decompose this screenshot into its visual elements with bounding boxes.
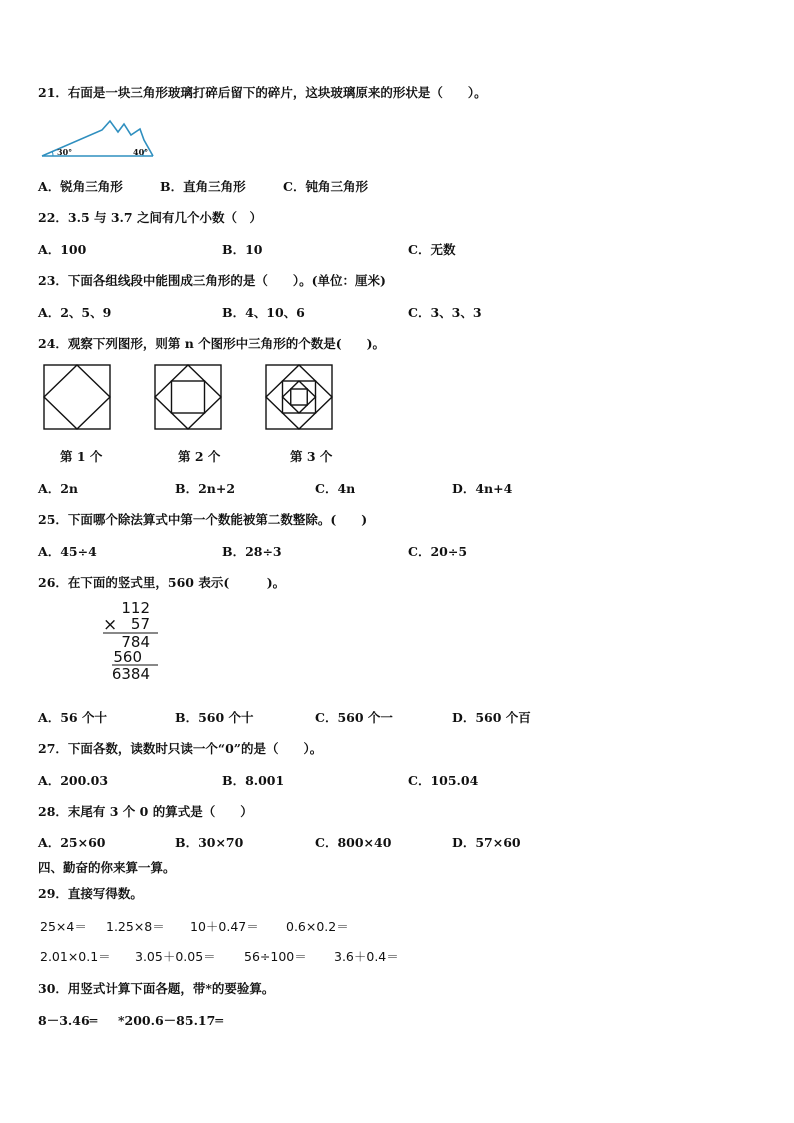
q27-option-b: B．8.001	[222, 773, 285, 788]
q21-text: 21．右面是一块三角形玻璃打碎后留下的碎片，这块玻璃原来的形状是（ ）。	[38, 85, 487, 100]
q29-calc-3: 10＋0.47＝	[190, 919, 259, 934]
q30-item-2: *200.6－85.17═	[118, 1013, 223, 1028]
q21-option-c: C．钝角三角形	[283, 179, 368, 194]
caption-figure-3: 第 3 个	[290, 449, 333, 464]
q25-option-b: B．28÷3	[222, 544, 282, 559]
q23-option-c: C．3、3、3	[408, 305, 482, 320]
pattern-figure-2	[154, 364, 222, 430]
q28-option-b: B．30×70	[175, 835, 244, 850]
q24-option-b: B．2n+2	[175, 481, 236, 496]
q27-option-a: A．200.03	[38, 773, 109, 788]
caption-figure-2: 第 2 个	[178, 449, 221, 464]
vm-partial1: 784	[121, 633, 150, 651]
q29-calc-7: 56÷100＝	[244, 949, 307, 964]
q22-option-a: A．100	[38, 242, 87, 257]
pattern-figure-1	[43, 364, 111, 430]
vm-partial2: 560	[113, 648, 142, 666]
q22-text: 22．3.5 与 3.7 之间有几个小数（ ）	[38, 210, 262, 225]
q29-calc-4: 0.6×0.2＝	[286, 919, 349, 934]
vm-sign: ×	[103, 615, 118, 635]
angle-right-label: 40°	[133, 147, 149, 157]
section-4-title: 四、勤奋的你来算一算。	[38, 860, 176, 875]
q28-option-c: C．800×40	[315, 835, 392, 850]
q26-option-d: D．560 个百	[452, 710, 531, 725]
q26-option-b: B．560 个十	[175, 710, 254, 725]
q24-option-d: D．4n+4	[452, 481, 513, 496]
q25-text: 25．下面哪个除法算式中第一个数能被第二数整除。( )	[38, 512, 368, 527]
q29-calc-2: 1.25×8＝	[106, 919, 165, 934]
glass-fragment-figure	[40, 118, 156, 160]
q30-item-1: 8－3.46═	[38, 1013, 98, 1028]
q28-option-d: D．57×60	[452, 835, 521, 850]
vm-row1: 112	[121, 599, 150, 617]
q23-option-b: B．4、10、6	[222, 305, 305, 320]
q26-text: 26．在下面的竖式里，560 表示( )。	[38, 575, 286, 590]
vertical-multiplication	[100, 598, 170, 684]
pattern-figure-3	[265, 364, 333, 430]
vm-result: 6384	[111, 665, 150, 683]
q27-option-c: C．105.04	[408, 773, 479, 788]
q26-option-c: C．560 个一	[315, 710, 393, 725]
q22-option-b: B．10	[222, 242, 263, 257]
caption-figure-1: 第 1 个	[60, 449, 103, 464]
q21-option-a: A．锐角三角形	[38, 179, 123, 194]
q21-option-b: B．直角三角形	[160, 179, 246, 194]
q29-calc-6: 3.05＋0.05＝	[135, 949, 216, 964]
q22-option-c: C．无数	[408, 242, 456, 257]
q27-text: 27．下面各数，读数时只读一个“0”的是（ ）。	[38, 741, 323, 756]
q29-calc-1: 25×4＝	[40, 919, 87, 934]
angle-left-label: 30°	[57, 147, 73, 157]
q29-calc-5: 2.01×0.1＝	[40, 949, 111, 964]
q26-option-a: A．56 个十	[38, 710, 107, 725]
q24-text: 24．观察下列图形，则第 n 个图形中三角形的个数是( )。	[38, 336, 386, 351]
vm-row2: 57	[130, 615, 150, 633]
q24-option-c: C．4n	[315, 481, 356, 496]
q29-calc-8: 3.6＋0.4＝	[334, 949, 399, 964]
q29-text: 29．直接写得数。	[38, 886, 143, 901]
q28-text: 28．末尾有 3 个 0 的算式是（ ）	[38, 804, 253, 819]
q28-option-a: A．25×60	[38, 835, 106, 850]
q23-text: 23．下面各组线段中能围成三角形的是（ ）。(单位：厘米)	[38, 273, 386, 288]
q25-option-c: C．20÷5	[408, 544, 468, 559]
q25-option-a: A．45÷4	[38, 544, 97, 559]
q30-text: 30．用竖式计算下面各题，带*的要验算。	[38, 981, 275, 996]
q23-option-a: A．2、5、9	[38, 305, 112, 320]
q24-option-a: A．2n	[38, 481, 78, 496]
